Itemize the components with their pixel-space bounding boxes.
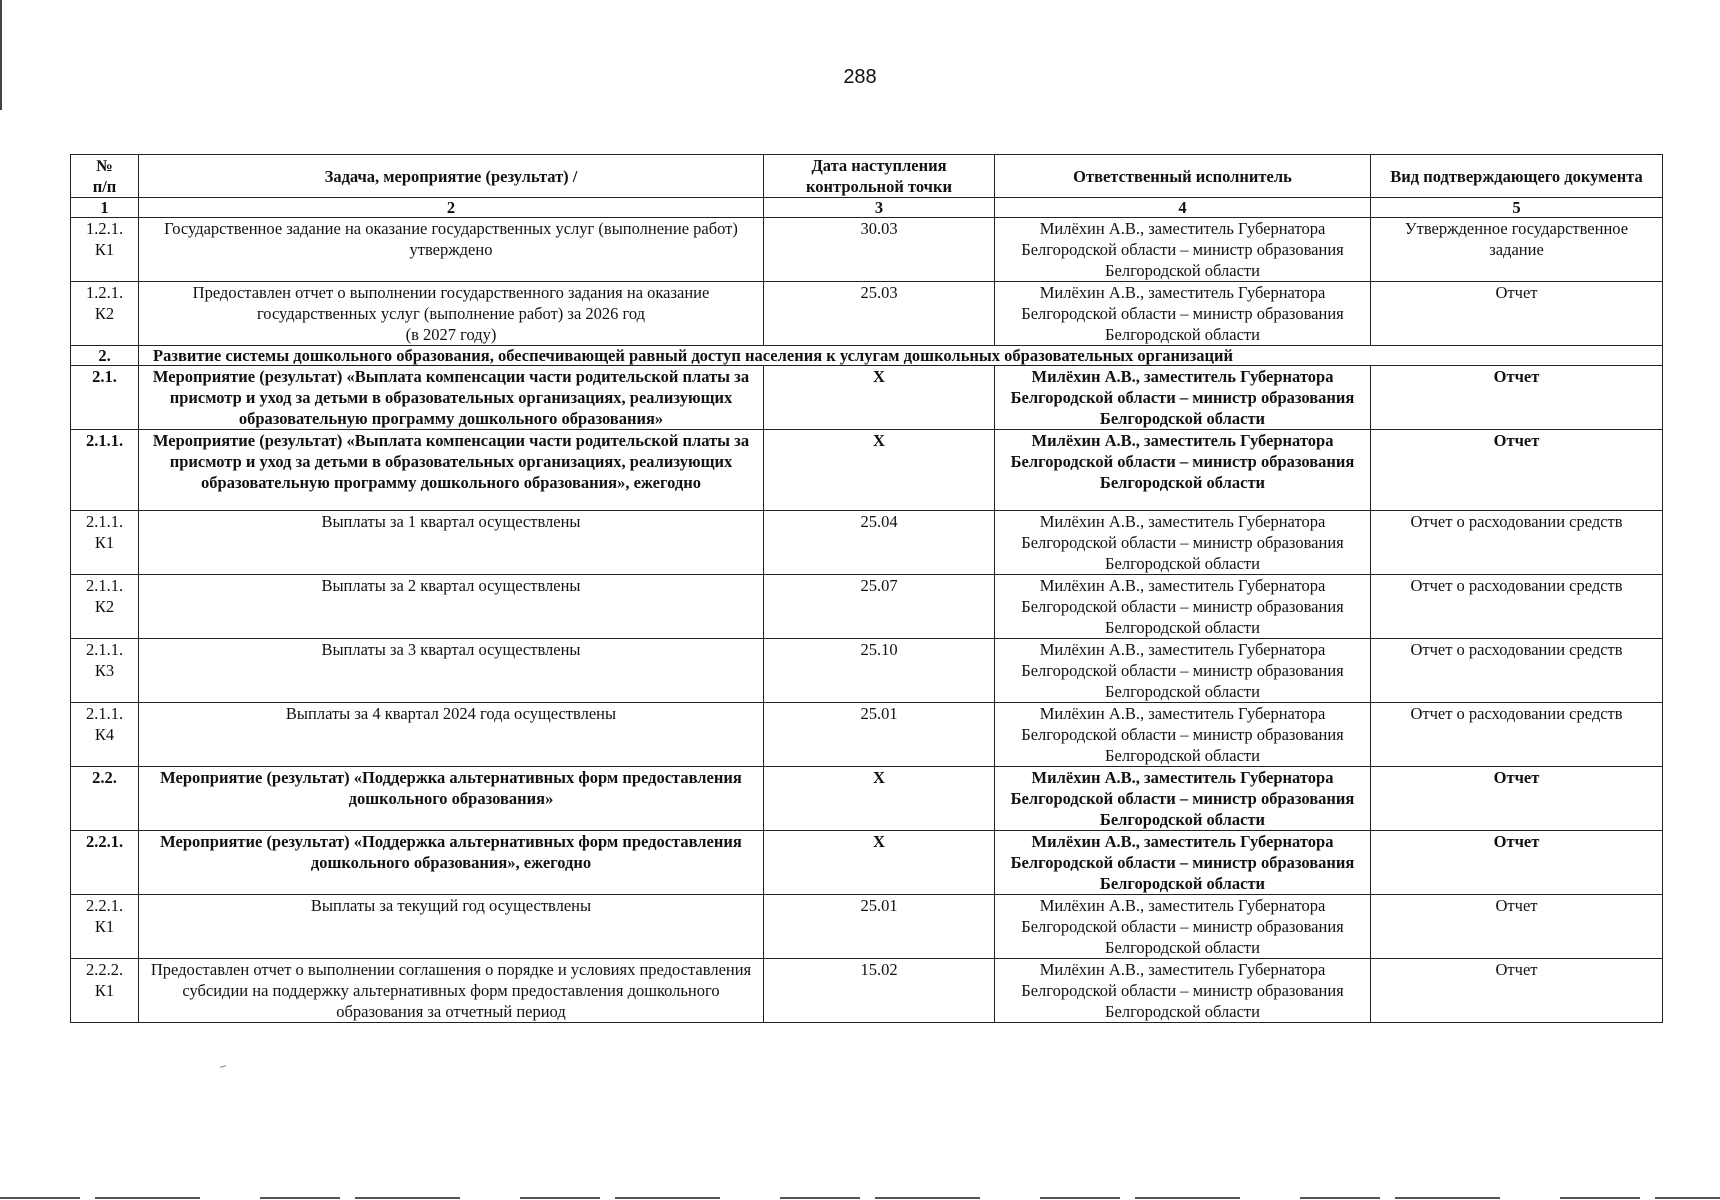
row-doc-type: Отчет [1371,895,1663,959]
row-task: Выплаты за текущий год осуществлены [139,895,764,959]
row-number: 2.1.1. К1 [71,511,139,575]
row-number: 2.2.1. К1 [71,895,139,959]
section-title: Развитие системы дошкольного образования, обеспечивающей равный доступ населения к услугам дошкольных образовательных организаций [139,346,1663,366]
table-row [71,366,1663,430]
row-executor: Милёхин А.В., заместитель Губернатора Белгородской области – министр образования Белгородской области [995,282,1371,346]
row-task: Мероприятие (результат) «Выплата компенсации части родительской платы за присмотр и уход за детьми в образовательных организациях, реализующих образовательную программу дошкольного образования» [139,366,764,430]
row-task: Выплаты за 1 квартал осуществлены [139,511,764,575]
header-executor: Ответственный исполнитель [995,155,1371,198]
column-number: 5 [1371,198,1663,218]
row-date: 30.03 [764,218,995,282]
row-task: Выплаты за 3 квартал осуществлены [139,639,764,703]
column-number: 4 [995,198,1371,218]
row-number: 1.2.1. К2 [71,282,139,346]
table-row [71,575,1663,639]
row-number: 2.1.1. К2 [71,575,139,639]
row-number: 2.1.1. К4 [71,703,139,767]
row-number: 2.1.1. [71,430,139,511]
row-date: 25.03 [764,282,995,346]
row-doc-type: Отчет [1371,366,1663,430]
row-number: 2.2.2. К1 [71,959,139,1023]
row-doc-type: Отчет о расходовании средств [1371,639,1663,703]
row-task: Государственное задание на оказание государственных услуг (выполнение работ) утверждено [139,218,764,282]
section-row [71,346,1663,366]
row-doc-type: Утвержденное государственное задание [1371,218,1663,282]
scan-speck [220,1065,226,1068]
page-number: 288 [843,66,877,88]
row-task: Предоставлен отчет о выполнении соглашения о порядке и условиях предоставления субсидии на поддержку альтернативных форм предоставления дошкольного образования за отчетный период [139,959,764,1023]
row-date: 25.10 [764,639,995,703]
row-doc-type: Отчет о расходовании средств [1371,511,1663,575]
row-doc-type: Отчет о расходовании средств [1371,703,1663,767]
row-doc-type: Отчет о расходовании средств [1371,575,1663,639]
table-row [71,511,1663,575]
row-date: Х [764,366,995,430]
row-date: 25.01 [764,895,995,959]
row-doc-type: Отчет [1371,767,1663,831]
row-number: 1.2.1. К1 [71,218,139,282]
row-executor: Милёхин А.В., заместитель Губернатора Белгородской области – министр образования Белгородской области [995,831,1371,895]
scan-edge-mark [0,0,2,110]
row-executor: Милёхин А.В., заместитель Губернатора Белгородской области – министр образования Белгородской области [995,218,1371,282]
row-number: 2.1. [71,366,139,430]
row-executor: Милёхин А.В., заместитель Губернатора Белгородской области – министр образования Белгородской области [995,575,1371,639]
table-row [71,767,1663,831]
scan-bottom-edge [0,1197,1720,1199]
row-task: Мероприятие (результат) «Выплата компенсации части родительской платы за присмотр и уход за детьми в образовательных организациях, реализующих образовательную программу дошкольного образования», ежегодно [139,430,764,511]
table-row [71,218,1663,282]
row-executor: Милёхин А.В., заместитель Губернатора Белгородской области – министр образования Белгородской области [995,703,1371,767]
row-task: Мероприятие (результат) «Поддержка альтернативных форм предоставления дошкольного образования» [139,767,764,831]
header-doc-type: Вид подтверждающего документа [1371,155,1663,198]
row-date: Х [764,767,995,831]
header-num: № п/п [71,155,139,198]
row-task: Выплаты за 2 квартал осуществлены [139,575,764,639]
row-date: Х [764,430,995,511]
table-row [71,430,1663,511]
row-date: 25.04 [764,511,995,575]
row-number: 2.2. [71,767,139,831]
row-date: 25.01 [764,703,995,767]
control-points-table [70,154,1663,1023]
control-points-table-wrapper [70,154,1662,1023]
table-row [71,959,1663,1023]
row-number: 2.2.1. [71,831,139,895]
row-executor: Милёхин А.В., заместитель Губернатора Белгородской области – министр образования Белгородской области [995,767,1371,831]
row-executor: Милёхин А.В., заместитель Губернатора Белгородской области – министр образования Белгородской области [995,366,1371,430]
row-executor: Милёхин А.В., заместитель Губернатора Белгородской области – министр образования Белгородской области [995,430,1371,511]
row-doc-type: Отчет [1371,831,1663,895]
column-number: 3 [764,198,995,218]
row-doc-type: Отчет [1371,959,1663,1023]
table-row [71,831,1663,895]
row-number: 2. [71,346,139,366]
row-executor: Милёхин А.В., заместитель Губернатора Белгородской области – министр образования Белгородской области [995,639,1371,703]
table-row [71,703,1663,767]
header-date: Дата наступления контрольной точки [764,155,995,198]
row-number: 2.1.1. К3 [71,639,139,703]
table-row [71,895,1663,959]
row-date: Х [764,831,995,895]
row-task: Мероприятие (результат) «Поддержка альтернативных форм предоставления дошкольного образования», ежегодно [139,831,764,895]
row-task: Выплаты за 4 квартал 2024 года осуществлены [139,703,764,767]
row-executor: Милёхин А.В., заместитель Губернатора Белгородской области – министр образования Белгородской области [995,895,1371,959]
table-row [71,639,1663,703]
row-executor: Милёхин А.В., заместитель Губернатора Белгородской области – министр образования Белгородской области [995,511,1371,575]
header-task: Задача, мероприятие (результат) / [139,155,764,198]
row-doc-type: Отчет [1371,282,1663,346]
column-number: 1 [71,198,139,218]
row-date: 15.02 [764,959,995,1023]
column-number-row [71,198,1663,218]
row-date: 25.07 [764,575,995,639]
table-row [71,282,1663,346]
row-doc-type: Отчет [1371,430,1663,511]
row-executor: Милёхин А.В., заместитель Губернатора Белгородской области – министр образования Белгородской области [995,959,1371,1023]
row-task: Предоставлен отчет о выполнении государственного задания на оказание государственных услуг (выполнение работ) за 2026 год (в 2027 году) [139,282,764,346]
header-row [71,155,1663,198]
column-number: 2 [139,198,764,218]
table-body [71,218,1663,1023]
